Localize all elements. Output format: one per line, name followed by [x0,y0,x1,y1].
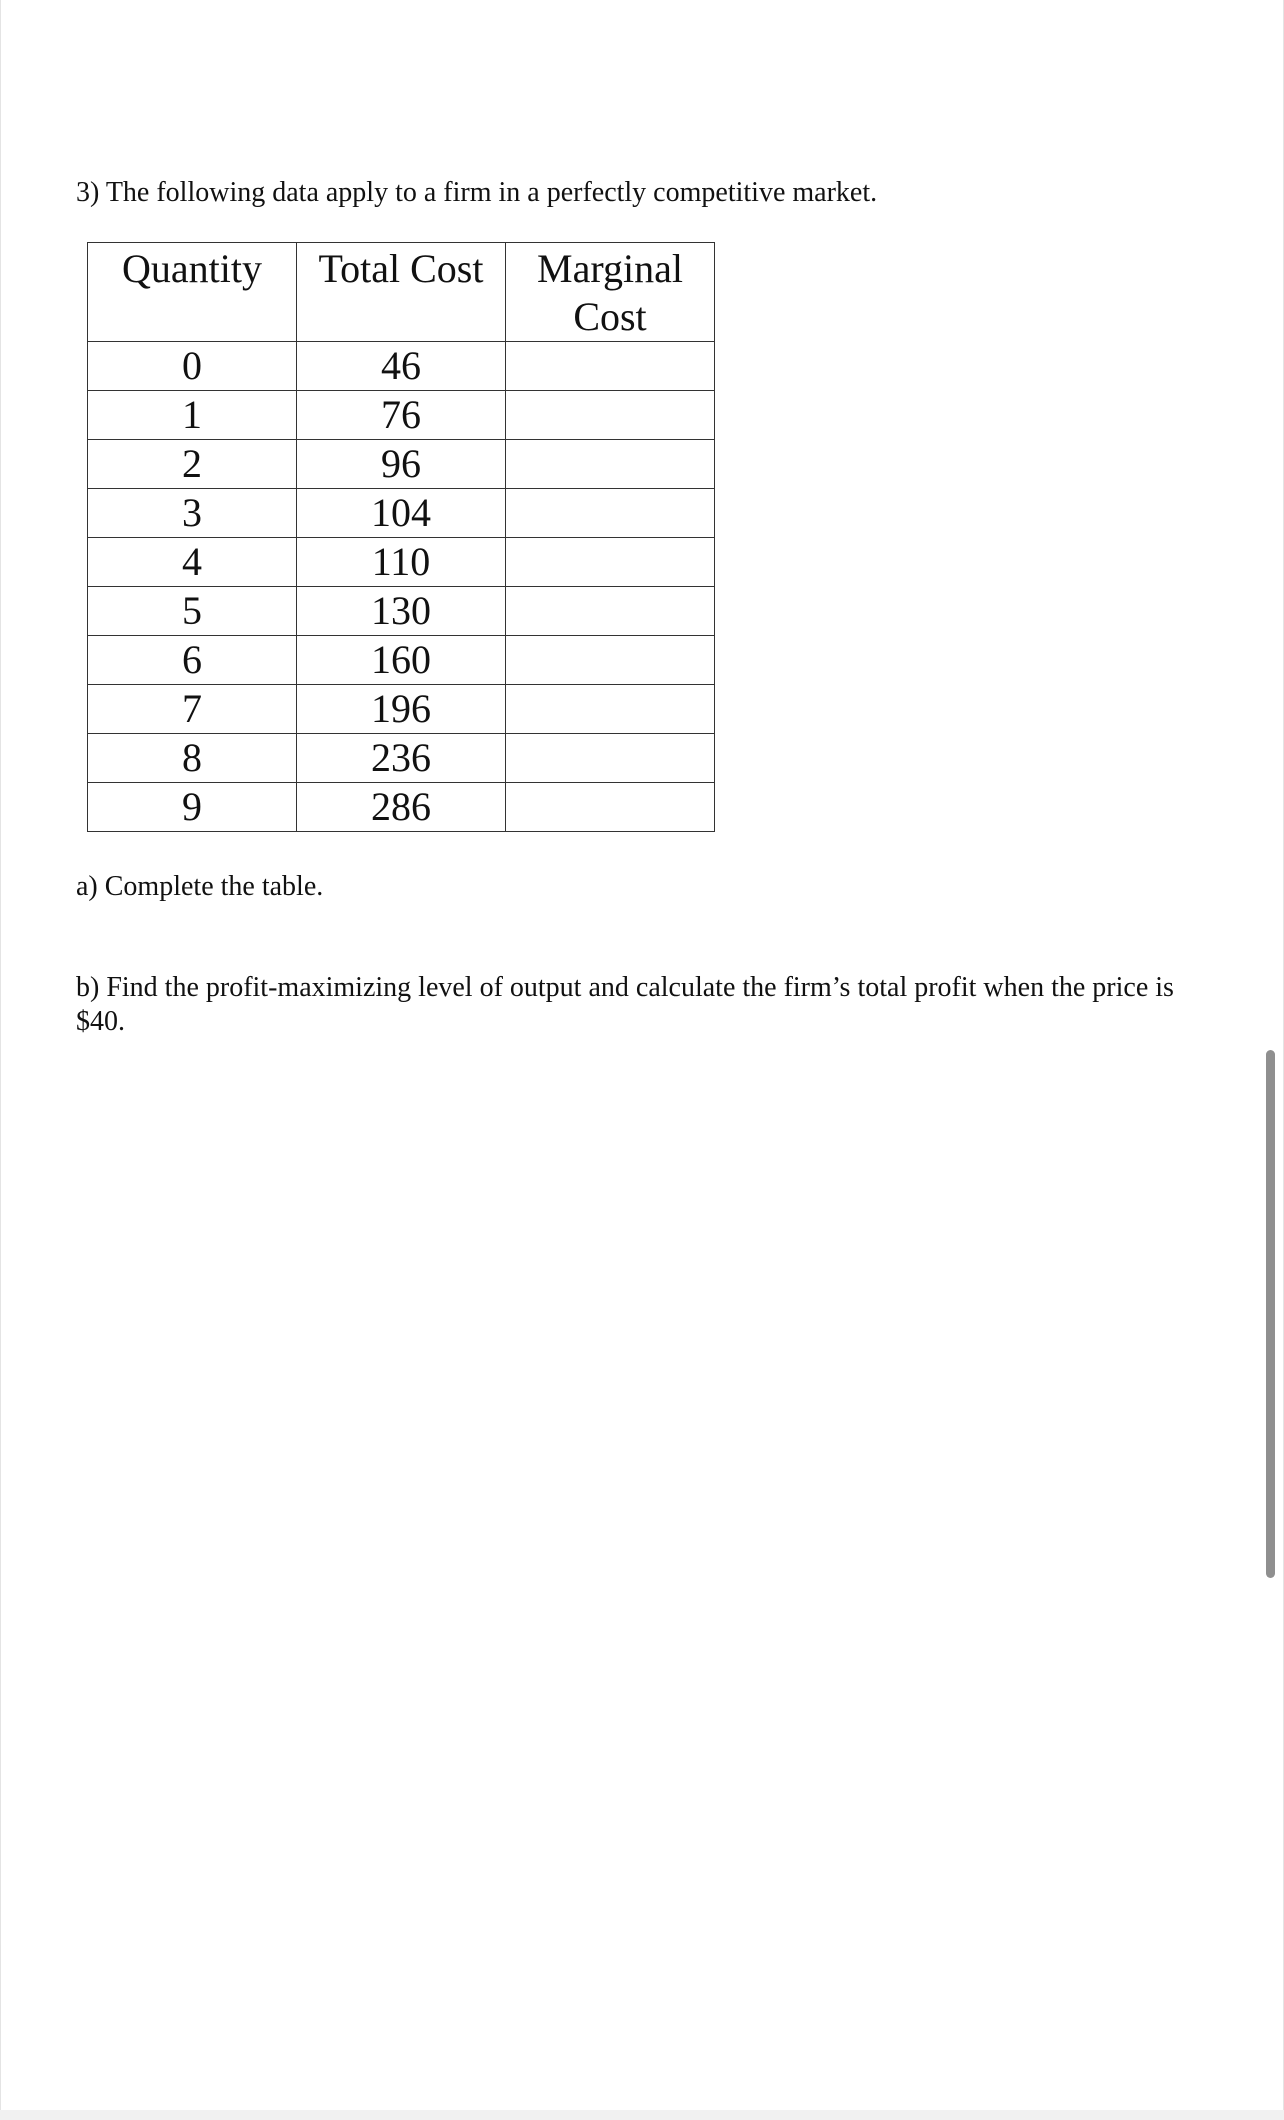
table-header-row [88,243,715,342]
table-row [88,440,715,489]
part-a-prompt: a) Complete the table. [76,871,324,902]
table-row [88,734,715,783]
total-cost-cell: 46 [297,342,506,391]
header-total-cost: Total Cost [297,243,506,342]
total-cost-cell: 96 [297,440,506,489]
table-row [88,489,715,538]
quantity-cell: 7 [88,685,297,734]
quantity-cell: 2 [88,440,297,489]
part-b-prompt: b) Find the profit-maximizing level of output and calculate the firm’s total profit when the price is $40. [76,972,1174,1037]
table-row [88,587,715,636]
marginal-cost-cell [506,440,715,489]
header-marginal-cost [506,243,715,342]
marginal-cost-cell [506,783,715,832]
total-cost-cell: 160 [297,636,506,685]
total-cost-cell: 110 [297,538,506,587]
quantity-cell: 4 [88,538,297,587]
table-row [88,685,715,734]
marginal-cost-cell [506,538,715,587]
table-row [88,391,715,440]
total-cost-cell: 236 [297,734,506,783]
marginal-cost-cell [506,489,715,538]
marginal-cost-cell [506,685,715,734]
quantity-cell: 8 [88,734,297,783]
question-prompt: 3) The following data apply to a firm in a perfectly competitive market. [76,177,878,208]
vertical-scrollbar[interactable] [1266,1050,1275,1578]
table-row [88,636,715,685]
marginal-cost-cell [506,587,715,636]
header-quantity: Quantity [88,243,297,342]
marginal-cost-cell [506,734,715,783]
quantity-cell: 1 [88,391,297,440]
marginal-cost-cell [506,391,715,440]
table-row [88,342,715,391]
header-marginal-cost-line2: Cost [573,294,647,339]
total-cost-cell: 104 [297,489,506,538]
total-cost-cell: 130 [297,587,506,636]
total-cost-cell: 286 [297,783,506,832]
marginal-cost-cell [506,342,715,391]
quantity-cell: 5 [88,587,297,636]
total-cost-cell: 196 [297,685,506,734]
total-cost-cell: 76 [297,391,506,440]
quantity-cell: 6 [88,636,297,685]
table-row [88,783,715,832]
header-marginal-cost-line1: Marginal [537,246,683,291]
cost-table [87,242,715,832]
table-row [88,538,715,587]
quantity-cell: 0 [88,342,297,391]
marginal-cost-cell [506,636,715,685]
quantity-cell: 3 [88,489,297,538]
quantity-cell: 9 [88,783,297,832]
